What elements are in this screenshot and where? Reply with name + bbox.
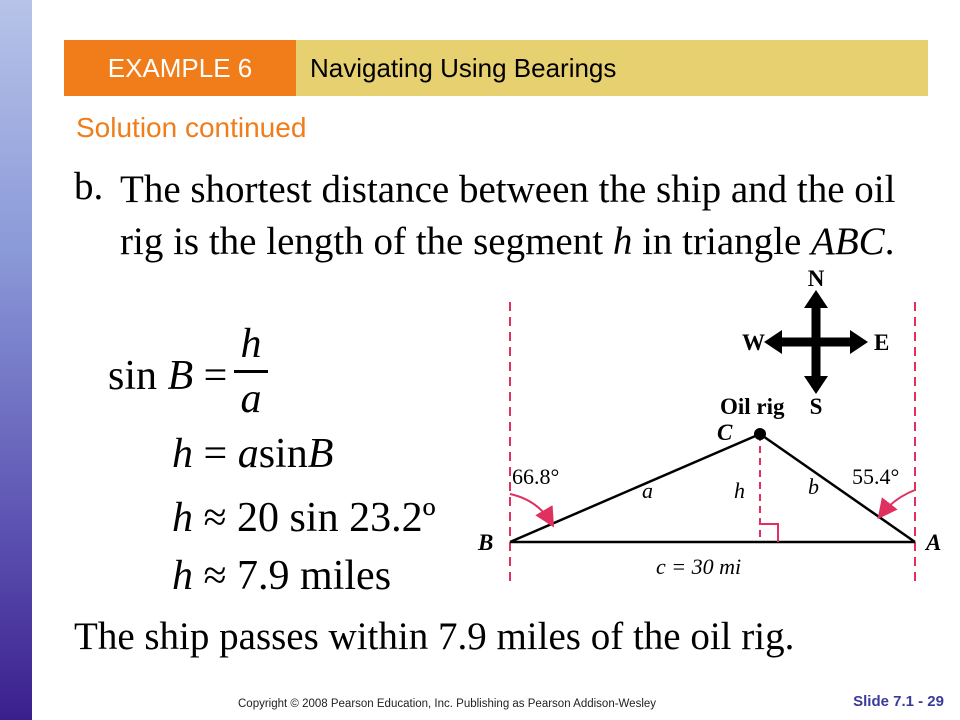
equation-4 bbox=[172, 552, 391, 600]
side-c-label: c = 30 mi bbox=[656, 554, 742, 579]
eq1-var-b: B bbox=[167, 353, 194, 399]
eq3-rhs: ≈ 20 sin 23.2º bbox=[193, 495, 436, 541]
angle-a-label: 55.4° bbox=[852, 464, 900, 489]
equation-1 bbox=[108, 352, 227, 400]
part-h-var: h bbox=[612, 220, 633, 263]
eq4-rhs: ≈ 7.9 miles bbox=[193, 553, 392, 599]
equation-3 bbox=[172, 494, 436, 542]
compass-s-label: S bbox=[809, 394, 823, 419]
compass-west-arrowhead bbox=[764, 330, 782, 354]
vertex-c-label: C bbox=[717, 420, 733, 445]
oil-rig-label: Oil rig bbox=[720, 394, 785, 419]
bearing-diagram bbox=[470, 262, 950, 592]
left-decorative-bar bbox=[0, 0, 32, 720]
example-label: EXAMPLE 6 bbox=[64, 40, 296, 96]
part-text bbox=[120, 164, 920, 268]
side-h-label: h bbox=[734, 478, 745, 503]
compass-e-label: E bbox=[874, 330, 890, 355]
eq1-fraction-bar bbox=[234, 370, 268, 373]
eq1-fraction bbox=[234, 322, 268, 421]
part-text-2: in triangle bbox=[632, 220, 812, 263]
eq2-sin: sin bbox=[258, 431, 308, 477]
side-b-label: b bbox=[808, 474, 819, 499]
eq4-h: h bbox=[172, 553, 193, 599]
right-angle-mark bbox=[760, 524, 778, 542]
eq2-a: a bbox=[237, 431, 259, 477]
eq2-b: B bbox=[307, 431, 334, 477]
conclusion-text: The ship passes within 7.9 miles of the oil rig. bbox=[74, 615, 795, 658]
eq1-sin: sin bbox=[108, 353, 158, 399]
eq1-denominator: a bbox=[240, 376, 262, 422]
part-triangle-var: ABC bbox=[811, 220, 885, 263]
angle-a-arc bbox=[880, 490, 915, 516]
compass-east-arrowhead bbox=[850, 330, 868, 354]
part-text-3: . bbox=[884, 220, 895, 263]
eq1-numerator: h bbox=[240, 321, 262, 367]
example-header bbox=[64, 40, 928, 96]
vertex-b-label: B bbox=[478, 530, 494, 555]
vertex-a-label: A bbox=[926, 530, 942, 555]
oil-rig-point bbox=[754, 428, 766, 440]
compass-south-arrowhead bbox=[804, 376, 828, 394]
part-marker: b. bbox=[74, 165, 104, 208]
example-title: Navigating Using Bearings bbox=[296, 40, 928, 96]
copyright-footer: Copyright © 2008 Pearson Education, Inc. Publishing as Pearson Addison-Wesley bbox=[238, 698, 657, 710]
eq3-h: h bbox=[172, 495, 193, 541]
angle-b-label: 66.8° bbox=[512, 464, 560, 489]
eq2-h: h bbox=[172, 431, 193, 477]
part-text-1: The shortest distance between the ship and the oil rig is the length of the segment bbox=[120, 168, 896, 263]
compass-w-label: W bbox=[742, 330, 765, 355]
solution-subtitle: Solution continued bbox=[76, 112, 307, 143]
compass-n-label: N bbox=[807, 266, 825, 291]
eq2-equals: = bbox=[193, 431, 238, 477]
side-a-label: a bbox=[642, 478, 653, 503]
compass-north-arrowhead bbox=[804, 290, 828, 308]
angle-b-arc bbox=[510, 494, 552, 524]
eq1-equals: = bbox=[193, 353, 228, 399]
slide-number: Slide 7.1 - 29 bbox=[853, 693, 944, 710]
equation-2 bbox=[172, 430, 333, 478]
